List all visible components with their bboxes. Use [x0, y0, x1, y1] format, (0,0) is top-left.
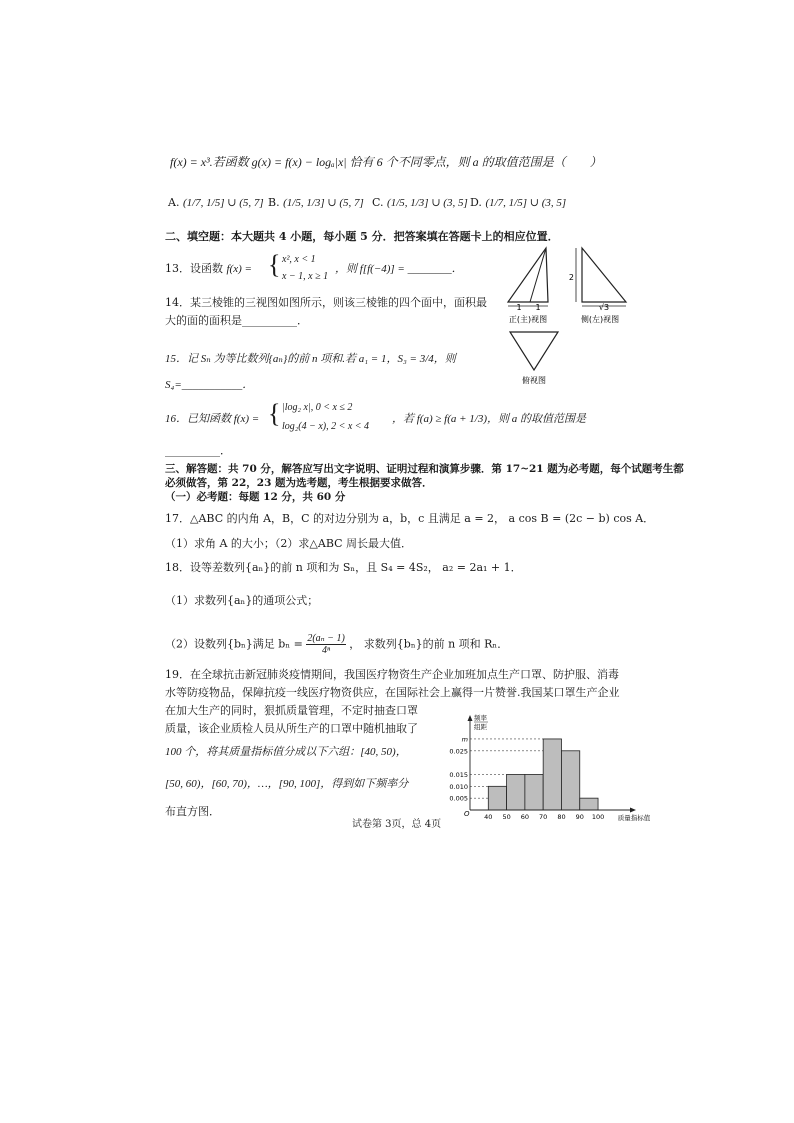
top-view-label: 俯视图	[522, 376, 546, 385]
origin-label: O	[464, 810, 470, 818]
q13-ask: ，则 f[f(−4)] = ________．	[335, 263, 463, 275]
front-view-label: 正(主)视图	[508, 315, 548, 324]
x-tick-label: 60	[520, 813, 530, 821]
q17-line1: 17．△ABC 的内角 A，B，C 的对边分别为 a，b，c 且满足 a = 2， a cos B = (2c − b) cos A．	[165, 512, 655, 525]
q13-case1: x², x < 1	[282, 254, 316, 265]
front-dim-2: 1	[535, 303, 541, 312]
side-dim-height: 2	[568, 273, 574, 282]
histogram-bar	[488, 786, 506, 810]
top-view	[510, 332, 558, 370]
q18-line1: 18．设等差数列{aₙ}的前 n 项和为 Sₙ，且 S₄ = 4S₂， a₂ = 2a₁ + 1．	[165, 561, 522, 574]
y-label-bottom: 组距	[474, 723, 487, 731]
q12-option-b: B. (1/5, 1/3] ∪ (5, 7]	[268, 196, 364, 209]
q16-prefix: 16．已知函数 f(x) =	[165, 413, 260, 425]
histogram-bar	[525, 774, 543, 810]
q18-line2: （1）求数列{aₙ}的通项公式；	[165, 594, 319, 607]
q19-line6: [50, 60)，[60, 70)，…，[90, 100]，得到如下频率分	[165, 778, 409, 790]
page-footer: 试卷第 3页，总 4页	[352, 819, 442, 830]
histogram-bar	[507, 774, 525, 810]
q17-line2: （1）求角 A 的大小；（2）求△ABC 周长最大值．	[165, 537, 413, 550]
x-tick-label: 80	[557, 813, 566, 821]
q16-case2: log₂(4 − x), 2 < x < 4	[282, 421, 370, 432]
q19-line3: 在加大生产的同时，狠抓质量管理，不定时抽查口罩	[165, 704, 418, 717]
y-tick-label: m	[461, 735, 468, 744]
histogram-bar	[543, 739, 561, 810]
q13-prefix: 13．设函数 f(x) =	[165, 262, 252, 275]
q15-line2: S₄=___________．	[165, 379, 254, 391]
y-tick-label: 0.005	[449, 794, 468, 803]
q12-stem: f(x) = x³.若函数 g(x) = f(x) − logₐ|x| 恰有 6 个不同零点，则 a 的取值范围是（ ）	[170, 155, 602, 169]
section3-line2: 必须做答，第 22，23 题为选考题，考生根据要求做答．	[165, 477, 433, 489]
q19-line7: 布直方图．	[165, 805, 220, 818]
q19-line4: 质量，该企业质检人员从所生产的口罩中随机抽取了	[165, 722, 418, 735]
section3-sub: （一）必考题：每题 12 分，共 60 分	[165, 491, 346, 503]
x-tick-label: 40	[484, 813, 493, 821]
q14-line1: 14．某三棱锥的三视图如图所示，则该三棱锥的四个面中，面积最	[165, 296, 487, 309]
q12-option-c: C. (1/5, 1/3] ∪ (3, 5]	[372, 196, 468, 209]
q14-line2: 大的面的面积是__________．	[165, 314, 308, 327]
q12-option-d: D. (1/7, 1/5] ∪ (3, 5]	[470, 196, 567, 209]
front-dim-1: 1	[516, 303, 522, 312]
y-tick-label: 0.025	[449, 747, 468, 756]
three-view-figure	[500, 240, 635, 390]
q18-fraction: $\frac{\text{2(aₙ − 1)}}{\text{4ⁿ}}$	[307, 633, 345, 656]
x-tick-label: 50	[502, 813, 511, 821]
y-axis-arrow	[468, 715, 473, 721]
frequency-histogram	[440, 712, 650, 827]
q16-ask: ，若 f(a) ≥ f(a + 1/3)，则 a 的取值范围是	[392, 413, 587, 425]
q16-brace: {	[268, 399, 281, 428]
side-view	[576, 248, 626, 306]
q19-line5: 100 个，将其质量指标值分成以下六组：[40, 50)，	[165, 746, 407, 758]
histogram-bar	[561, 751, 579, 810]
histogram-bar	[580, 798, 598, 810]
q15-line1: 15．记 Sₙ 为等比数列{aₙ}的前 n 项和.若 a₁ = 1，S₃ = 3/4，则	[165, 353, 456, 365]
q13-case2: x − 1, x ≥ 1	[282, 271, 329, 282]
side-view-label: 侧(左)视图	[580, 315, 620, 324]
x-axis-arrow	[630, 808, 636, 813]
x-tick-label: 100	[591, 813, 605, 821]
x-tick-label: 70	[539, 813, 548, 821]
section2-heading: 二、填空题：本大题共 4 小题，每小题 5 分．把答案填在答题卡上的相应位置．	[165, 230, 559, 243]
y-label-top: 频率	[474, 714, 487, 722]
side-dim-base: √3	[598, 303, 610, 312]
front-view	[508, 248, 548, 306]
y-tick-label: 0.010	[449, 782, 468, 791]
y-tick-label: 0.015	[449, 770, 468, 779]
q12-option-a: A. (1/7, 1/5] ∪ (5, 7]	[168, 196, 264, 209]
q16-case1: |log₂ x|, 0 < x ≤ 2	[282, 402, 353, 413]
q18-line3: （2）设数列{bₙ}满足 bₙ = $\frac{\text{2(aₙ − 1)}}{\text{4ⁿ}}$ ， 求数列{bₙ}的前 n 项和 Rₙ．	[165, 633, 509, 656]
x-axis-label: 质量指标值	[617, 814, 650, 822]
x-tick-label: 90	[575, 813, 584, 821]
q19-line1: 19．在全球抗击新冠肺炎疫情期间，我国医疗物资生产企业加班加点生产口罩、防护服、消毒	[165, 668, 619, 681]
q16-line2: __________．	[165, 444, 231, 457]
section3-line1: 三、解答题：共 70 分，解答应写出文字说明、证明过程和演算步骤．第 17~21 题为必考题，每个试题考生都	[165, 463, 684, 475]
q13-brace: {	[268, 250, 281, 279]
q19-line2: 水等防疫物品，保障抗疫一线医疗物资供应，在国际社会上赢得一片赞誉.我国某口罩生产企业	[165, 686, 620, 699]
